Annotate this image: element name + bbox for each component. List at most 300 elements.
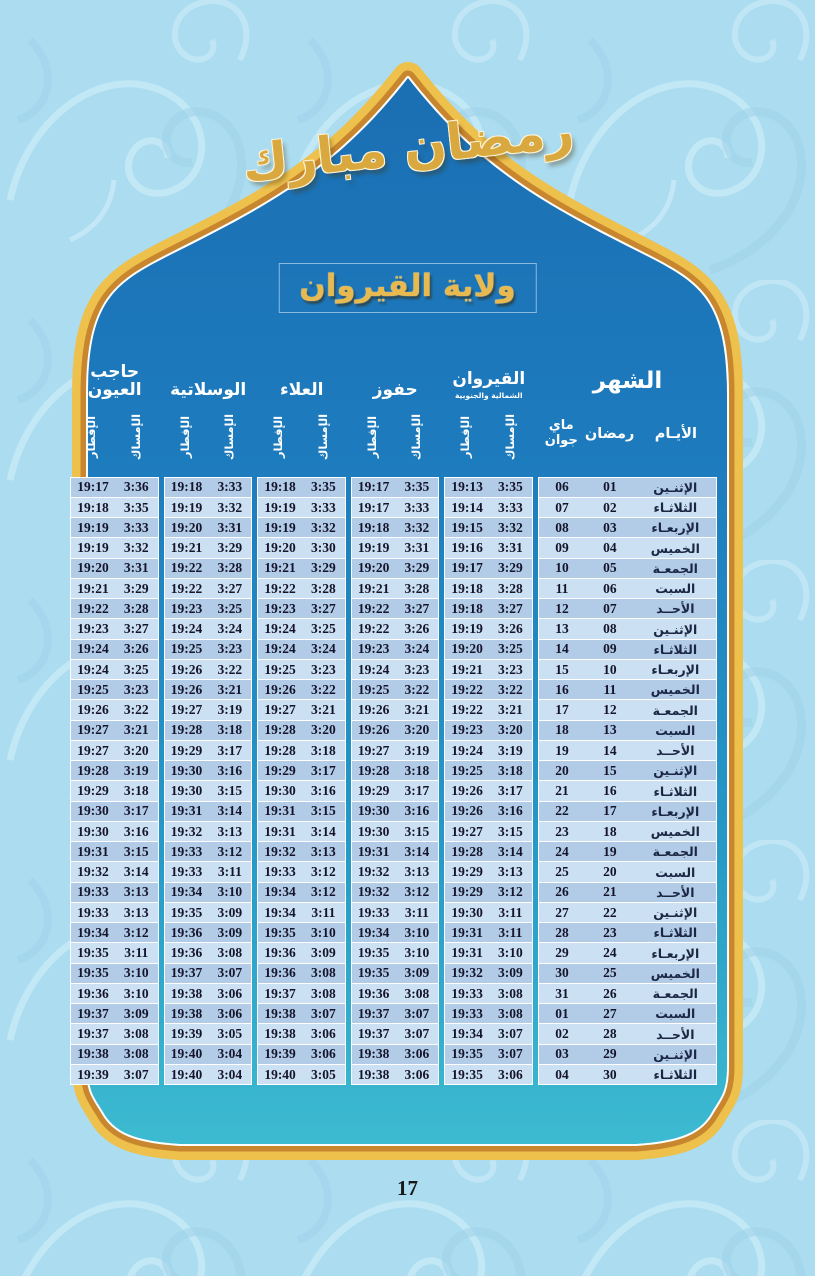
table-row — [352, 1004, 439, 1023]
table-row — [445, 1045, 532, 1064]
iftar-time: 19:22 — [170, 560, 203, 576]
imsak-time: 3:28 — [310, 580, 336, 596]
day-name-cell: الأحــد — [656, 743, 695, 758]
table-row — [165, 1024, 252, 1043]
civil-date-cell: 18 — [555, 722, 569, 738]
imsak-iftar-headers — [444, 400, 533, 474]
iftar-time: 19:20 — [451, 641, 483, 657]
iftar-time: 19:33 — [264, 864, 296, 879]
imsak-time: 3:07 — [497, 1046, 523, 1062]
table-row — [165, 660, 252, 679]
imsak-time: 3:08 — [123, 1026, 149, 1041]
imsak-time: 3:13 — [123, 884, 149, 900]
imsak-time: 3:15 — [404, 823, 430, 839]
iftar-time: 19:32 — [170, 823, 203, 839]
imsak-time: 3:13 — [497, 864, 523, 879]
ramadan-date-cell: 30 — [603, 1066, 617, 1082]
imsak-time: 3:33 — [123, 519, 149, 535]
civil-date-cell: 02 — [555, 1026, 569, 1041]
table-row — [352, 822, 439, 841]
table-row — [352, 741, 439, 760]
days-column-header: الأيـام — [654, 426, 697, 442]
iftar-column-header-text: الإفطار — [84, 415, 99, 459]
iftar-time: 19:29 — [264, 762, 296, 778]
imsak-time: 3:30 — [310, 540, 336, 555]
imsak-time: 3:06 — [217, 1005, 243, 1021]
imsak-time: 3:10 — [404, 945, 430, 960]
ramadan-date-cell: 03 — [603, 519, 617, 535]
table-row — [71, 579, 158, 598]
iftar-time: 19:19 — [264, 499, 296, 515]
iftar-time: 19:38 — [170, 1005, 203, 1021]
iftar-time: 19:21 — [451, 661, 483, 677]
table-row — [71, 862, 158, 881]
imsak-time: 3:10 — [497, 945, 523, 960]
table-row — [71, 478, 158, 497]
table-row — [71, 599, 158, 618]
iftar-time: 19:17 — [357, 479, 390, 495]
iftar-time: 19:26 — [357, 702, 390, 717]
table-row — [539, 579, 716, 598]
imsak-time: 3:23 — [217, 641, 243, 657]
iftar-time: 19:34 — [77, 924, 109, 940]
table-row — [352, 923, 439, 942]
table-row — [71, 559, 158, 578]
imsak-time: 3:22 — [217, 661, 243, 677]
table-row — [165, 741, 252, 760]
imsak-time: 3:06 — [497, 1066, 523, 1082]
imsak-time: 3:32 — [404, 519, 430, 535]
day-name-cell: الإثنـين — [653, 763, 698, 779]
iftar-time: 19:24 — [77, 641, 109, 657]
day-name-cell: الإثنـين — [653, 905, 698, 920]
table-row — [165, 923, 252, 942]
iftar-time: 19:28 — [170, 722, 203, 738]
table-row — [165, 498, 252, 517]
imsak-column-header-text: الإمساك — [222, 413, 237, 461]
ramadan-date-cell: 29 — [603, 1046, 617, 1062]
iftar-time: 19:13 — [451, 479, 483, 495]
civil-date-cell: 13 — [555, 621, 569, 636]
imsak-time: 3:21 — [404, 702, 430, 717]
imsak-time: 3:08 — [497, 985, 523, 1001]
imsak-time: 3:23 — [123, 681, 149, 697]
table-row — [165, 1004, 252, 1023]
iftar-time: 19:38 — [357, 1066, 390, 1082]
table-row — [71, 964, 158, 983]
imsak-time: 3:10 — [123, 985, 149, 1001]
imsak-time: 3:28 — [404, 580, 430, 596]
iftar-time: 19:37 — [357, 1005, 390, 1021]
imsak-time: 3:26 — [497, 621, 523, 636]
iftar-time: 19:32 — [77, 864, 109, 879]
table-row — [539, 1045, 716, 1064]
iftar-time: 19:22 — [77, 600, 109, 616]
iftar-time: 19:35 — [357, 945, 390, 960]
table-row — [71, 721, 158, 740]
iftar-time: 19:21 — [357, 580, 390, 596]
table-row — [352, 518, 439, 537]
imsak-time: 3:09 — [217, 924, 243, 940]
imsak-time: 3:20 — [123, 742, 149, 758]
iftar-time: 19:36 — [357, 985, 390, 1001]
table-row — [258, 478, 345, 497]
table-row — [539, 781, 716, 800]
iftar-time: 19:22 — [170, 580, 203, 596]
region-name-text: القيروان — [452, 369, 526, 390]
imsak-time: 3:08 — [310, 985, 336, 1001]
table-row — [539, 883, 716, 902]
iftar-time: 19:28 — [264, 722, 296, 738]
table-row — [539, 1004, 716, 1023]
imsak-time: 3:23 — [310, 661, 336, 677]
imsak-time: 3:26 — [123, 641, 149, 657]
day-name-cell: الجمعـة — [652, 702, 698, 718]
day-name-cell: الأحــد — [656, 884, 695, 900]
table-row — [165, 680, 252, 699]
table-row — [258, 903, 345, 922]
ramadan-date-cell: 19 — [603, 843, 617, 859]
table-row — [445, 842, 532, 861]
iftar-time: 19:38 — [264, 1026, 296, 1041]
iftar-time: 19:26 — [170, 681, 203, 697]
imsak-time: 3:33 — [310, 499, 336, 515]
table-row — [352, 761, 439, 780]
ramadan-date-cell: 23 — [603, 924, 617, 940]
table-row — [539, 518, 716, 537]
imsak-time: 3:06 — [310, 1026, 336, 1041]
iftar-time: 19:37 — [77, 1026, 109, 1041]
table-row — [352, 1065, 439, 1084]
table-row — [71, 1045, 158, 1064]
imsak-time: 3:13 — [404, 864, 430, 879]
iftar-time: 19:20 — [170, 519, 203, 535]
imsak-column-header — [300, 400, 346, 474]
iftar-time: 19:20 — [264, 540, 296, 555]
table-row — [445, 579, 532, 598]
imsak-time: 3:12 — [123, 924, 149, 940]
iftar-column-header-text: الإفطار — [458, 415, 473, 459]
table-row — [539, 1065, 716, 1084]
table-row — [71, 781, 158, 800]
imsak-time: 3:10 — [123, 965, 149, 981]
civil-date-cell: 19 — [555, 742, 569, 758]
iftar-time: 19:29 — [451, 884, 483, 900]
table-row — [165, 822, 252, 841]
imsak-time: 3:11 — [498, 924, 523, 940]
table-row — [445, 984, 532, 1003]
table-row — [165, 599, 252, 618]
day-name-cell: الإثنـين — [653, 1046, 698, 1062]
iftar-time: 19:29 — [170, 742, 203, 758]
civil-month-column-header — [538, 419, 585, 449]
region-subtitle: الشمالية والجنوبية — [454, 390, 523, 400]
iftar-time: 19:36 — [77, 985, 109, 1001]
civil-date-cell: 14 — [555, 641, 569, 657]
civil-date-cell: 30 — [555, 965, 569, 981]
ramadan-date-cell: 18 — [603, 823, 617, 839]
imsak-time: 3:18 — [217, 722, 243, 738]
day-name-cell: الإثنـين — [653, 479, 698, 495]
imsak-time: 3:10 — [217, 884, 243, 900]
imsak-time: 3:28 — [497, 580, 523, 596]
table-row — [258, 700, 345, 719]
iftar-time: 19:31 — [451, 945, 483, 960]
ramadan-date-cell: 04 — [603, 540, 617, 555]
imsak-time: 3:32 — [123, 540, 149, 555]
day-name-cell: الثلاثـاء — [653, 641, 698, 657]
imsak-time: 3:05 — [217, 1026, 243, 1041]
table-row — [352, 599, 439, 618]
imsak-time: 3:28 — [123, 600, 149, 616]
iftar-time: 19:18 — [451, 580, 483, 596]
iftar-time: 19:30 — [170, 783, 203, 798]
iftar-time: 19:22 — [451, 702, 483, 717]
imsak-time: 3:16 — [217, 762, 243, 778]
iftar-time: 19:30 — [264, 783, 296, 798]
iftar-time: 19:22 — [357, 600, 390, 616]
table-row — [445, 1004, 532, 1023]
table-row — [258, 761, 345, 780]
imsak-time: 3:17 — [123, 803, 149, 819]
imsak-time: 3:22 — [123, 702, 149, 717]
table-row — [352, 640, 439, 659]
table-row — [165, 640, 252, 659]
table-row — [258, 538, 345, 557]
iftar-time: 19:15 — [451, 519, 483, 535]
table-row — [165, 781, 252, 800]
table-row — [539, 822, 716, 841]
imsak-time: 3:11 — [217, 864, 242, 879]
ramadan-date-cell: 07 — [603, 600, 617, 616]
imsak-time: 3:35 — [123, 499, 149, 515]
table-row — [258, 964, 345, 983]
ramadan-date-cell: 22 — [603, 904, 617, 920]
iftar-time: 19:24 — [264, 641, 296, 657]
table-row — [258, 498, 345, 517]
imsak-column-header — [393, 400, 439, 474]
imsak-time: 3:06 — [404, 1066, 430, 1082]
region-block-1 — [444, 338, 533, 1085]
imsak-time: 3:07 — [497, 1026, 523, 1041]
imsak-time: 3:25 — [123, 661, 149, 677]
day-name-cell: الخميس — [650, 965, 700, 981]
civil-date-cell: 20 — [555, 762, 569, 778]
imsak-time: 3:17 — [404, 783, 430, 798]
imsak-time: 3:14 — [404, 843, 430, 859]
imsak-time: 3:19 — [497, 742, 523, 758]
iftar-time: 19:34 — [451, 1026, 483, 1041]
day-name-cell: الثلاثـاء — [653, 925, 698, 941]
imsak-time: 3:24 — [404, 641, 430, 657]
iftar-time: 19:39 — [264, 1046, 296, 1062]
table-row — [445, 640, 532, 659]
table-row — [445, 538, 532, 557]
table-row — [539, 741, 716, 760]
imsak-time: 3:25 — [497, 641, 523, 657]
imsak-iftar-headers — [257, 400, 346, 474]
iftar-time: 19:38 — [357, 1046, 390, 1062]
iftar-time: 19:30 — [77, 823, 109, 839]
iftar-time: 19:20 — [357, 560, 390, 576]
day-name-cell: الأحــد — [656, 601, 695, 617]
region-rows — [444, 477, 533, 1085]
ramadan-date-cell: 24 — [603, 945, 617, 960]
iftar-column-header-text: الإفطار — [178, 415, 193, 459]
table-row — [445, 781, 532, 800]
region-block-2 — [351, 338, 440, 1085]
table-row — [258, 822, 345, 841]
table-row — [445, 680, 532, 699]
imsak-time: 3:12 — [310, 884, 336, 900]
imsak-time: 3:13 — [123, 904, 149, 920]
iftar-time: 19:38 — [264, 1005, 296, 1021]
civil-date-cell: 07 — [555, 499, 569, 515]
imsak-time: 3:33 — [404, 499, 430, 515]
day-name-cell: السبت — [655, 864, 696, 880]
table-row — [539, 619, 716, 638]
iftar-time: 19:34 — [264, 884, 296, 900]
table-row — [445, 943, 532, 962]
iftar-time: 19:27 — [451, 823, 483, 839]
iftar-time: 19:24 — [451, 742, 483, 758]
imsak-time: 3:07 — [404, 1005, 430, 1021]
imsak-time: 3:07 — [310, 1005, 336, 1021]
imsak-time: 3:14 — [123, 864, 149, 879]
iftar-time: 19:29 — [451, 864, 483, 879]
ramadan-date-cell: 17 — [603, 803, 617, 819]
region-header — [257, 338, 346, 477]
imsak-time: 3:16 — [404, 803, 430, 819]
table-row — [539, 1024, 716, 1043]
iftar-time: 19:29 — [357, 783, 390, 798]
civil-date-cell: 25 — [555, 864, 569, 879]
table-row — [352, 721, 439, 740]
civil-date-cell: 08 — [555, 519, 569, 535]
iftar-time: 19:25 — [451, 762, 483, 778]
table-row — [539, 943, 716, 962]
imsak-time: 3:12 — [497, 884, 523, 900]
table-row — [539, 538, 716, 557]
month-block — [538, 338, 717, 1085]
table-row — [539, 680, 716, 699]
imsak-time: 3:27 — [497, 600, 523, 616]
region-name — [70, 338, 159, 400]
region-header — [351, 338, 440, 477]
table-row — [445, 559, 532, 578]
imsak-time: 3:21 — [310, 702, 336, 717]
imsak-time: 3:18 — [497, 762, 523, 778]
iftar-time: 19:38 — [170, 985, 203, 1001]
iftar-column-header-text: الإفطار — [365, 415, 380, 459]
table-row — [165, 619, 252, 638]
iftar-time: 19:19 — [357, 540, 390, 555]
day-name-cell: الجمعـة — [652, 560, 698, 576]
table-row — [445, 498, 532, 517]
iftar-time: 19:28 — [264, 742, 296, 758]
table-row — [539, 923, 716, 942]
iftar-time: 19:26 — [451, 783, 483, 798]
civil-date-cell: 06 — [555, 479, 569, 495]
table-row — [71, 498, 158, 517]
iftar-column-header — [164, 400, 206, 474]
imsak-time: 3:25 — [217, 600, 243, 616]
iftar-time: 19:37 — [264, 985, 296, 1001]
table-row — [258, 862, 345, 881]
iftar-time: 19:22 — [264, 580, 296, 596]
iftar-time: 19:18 — [264, 479, 296, 495]
iftar-time: 19:26 — [451, 803, 483, 819]
imsak-time: 3:21 — [497, 702, 523, 717]
imsak-time: 3:11 — [404, 904, 429, 920]
day-name-cell: الخميس — [650, 824, 700, 839]
iftar-time: 19:21 — [170, 540, 203, 555]
iftar-time: 19:31 — [357, 843, 390, 859]
imsak-time: 3:16 — [497, 803, 523, 819]
table-row — [352, 619, 439, 638]
iftar-time: 19:26 — [264, 681, 296, 697]
iftar-time: 19:19 — [77, 519, 109, 535]
iftar-time: 19:34 — [357, 924, 390, 940]
table-row — [352, 943, 439, 962]
table-row — [165, 700, 252, 719]
table-row — [445, 721, 532, 740]
table-row — [71, 1024, 158, 1043]
imsak-time: 3:17 — [497, 783, 523, 798]
table-row — [445, 862, 532, 881]
imsak-column-header — [113, 400, 159, 474]
iftar-time: 19:35 — [357, 965, 390, 981]
table-row — [352, 660, 439, 679]
table-row — [539, 984, 716, 1003]
table-row — [165, 1045, 252, 1064]
iftar-time: 19:23 — [264, 600, 296, 616]
iftar-time: 19:28 — [77, 762, 109, 778]
ramadan-column-header: رمضان — [584, 426, 635, 442]
imsak-time: 3:09 — [217, 904, 243, 920]
imsak-time: 3:16 — [123, 823, 149, 839]
table-row — [352, 680, 439, 699]
iftar-time: 19:33 — [357, 904, 390, 920]
table-row — [539, 700, 716, 719]
region-title: ولاية القيروان — [299, 268, 516, 304]
table-row — [71, 741, 158, 760]
iftar-time: 19:37 — [170, 965, 203, 981]
iftar-time: 19:25 — [357, 681, 390, 697]
region-block-4 — [164, 338, 253, 1085]
ramadan-date-cell: 01 — [603, 479, 617, 495]
region-name — [257, 338, 346, 400]
table-row — [352, 964, 439, 983]
table-row — [352, 842, 439, 861]
civil-date-cell: 04 — [555, 1066, 569, 1082]
table-row — [71, 1065, 158, 1084]
imsak-time: 3:12 — [217, 843, 243, 859]
table-row — [258, 923, 345, 942]
civil-date-cell: 29 — [555, 945, 569, 960]
table-row — [71, 640, 158, 659]
imsak-time: 3:29 — [310, 560, 336, 576]
civil-date-cell: 31 — [555, 985, 569, 1001]
iftar-time: 19:34 — [170, 884, 203, 900]
civil-month-line1: ماي — [548, 418, 574, 434]
table-row — [258, 943, 345, 962]
imsak-time: 3:29 — [497, 560, 523, 576]
ramadan-date-cell: 05 — [603, 560, 617, 576]
table-row — [258, 1045, 345, 1064]
civil-date-cell: 21 — [555, 783, 569, 798]
table-row — [71, 700, 158, 719]
